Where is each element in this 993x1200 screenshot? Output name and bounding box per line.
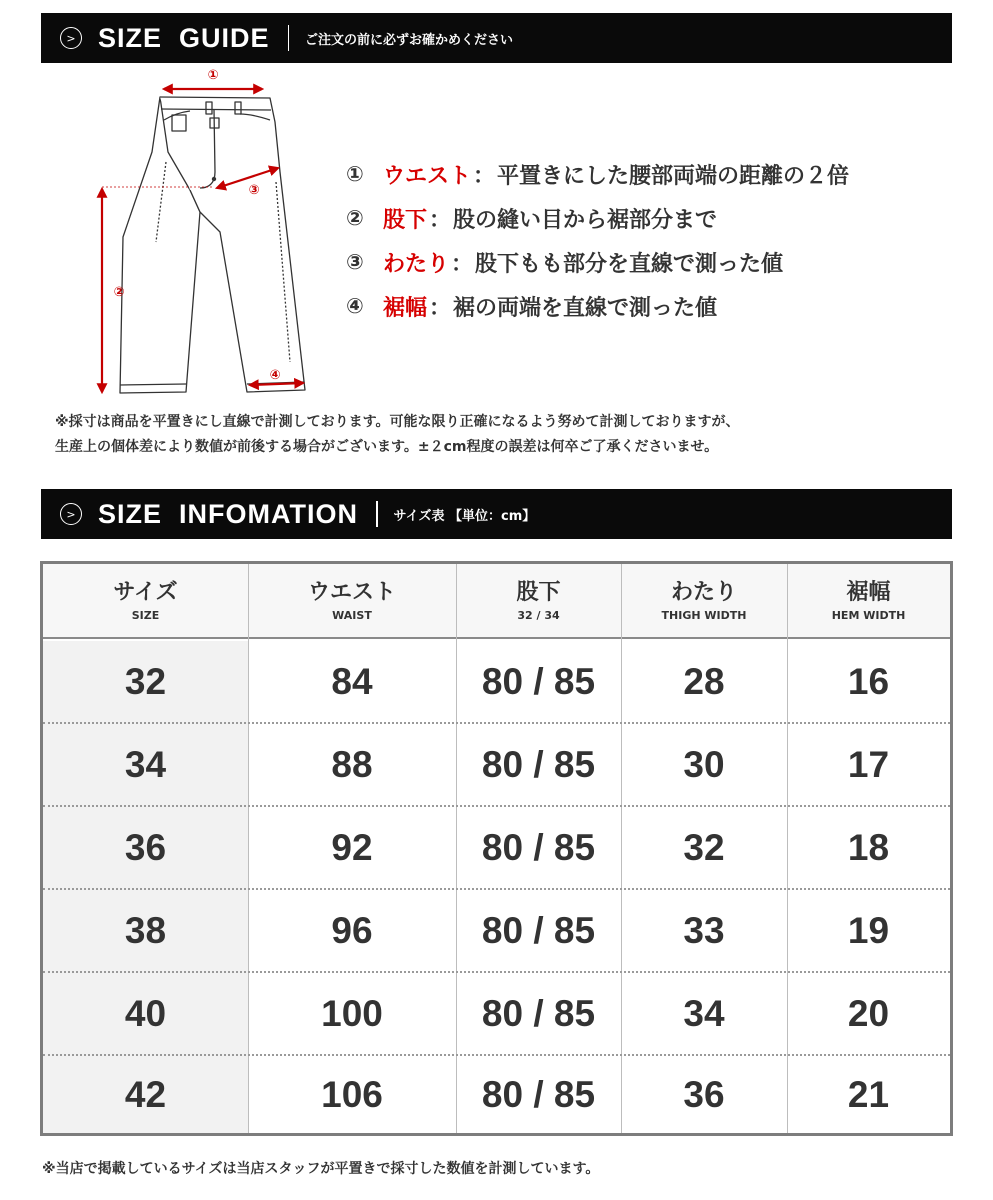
legend-desc: 平置きにした腰部両端の距離の２倍 [497,163,850,189]
table-cell-waist [248,890,456,971]
legend-term: わたり [383,251,450,277]
legend-term: 股下 [383,207,428,233]
cell-value: 19 [847,909,890,951]
cell-value: 17 [847,743,890,785]
column-header-en: HEM WIDTH [831,608,906,622]
chevron-right-circle-icon: > [60,27,82,49]
table-cell-hem [787,1056,950,1133]
cell-value: 80 / 85 [481,909,596,951]
legend-desc: 股の縫い目から裾部分まで [453,207,718,233]
table-cell-inseam [456,641,621,722]
pants-outline [120,97,305,393]
cell-value: 18 [847,826,890,868]
table-cell-waist [248,973,456,1054]
table-cell-size [43,890,248,971]
size-table [40,561,953,1136]
cell-value: 36 [683,1073,725,1115]
table-cell-thigh [621,973,787,1054]
cell-value: 80 / 85 [481,826,596,868]
column-header-jp: わたり [670,580,737,606]
column-header-jp: 股下 [516,580,561,606]
cell-value: 34 [124,743,167,785]
cell-value: 80 / 85 [481,660,596,702]
legend-item-hem [346,284,946,328]
table-cell-waist [248,1056,456,1133]
legend-number: ④ [346,294,364,318]
column-header-en: WAIST [332,608,372,622]
size-guide-title: SIZE GUIDE [98,22,270,53]
footer-note: ※当店で掲載しているサイズは当店スタッフが平置きで採寸した数値を計測しています。 [42,1161,600,1177]
table-cell-waist [248,807,456,888]
table-cell-size [43,807,248,888]
column-header-jp: ウエスト [307,580,396,606]
marker-4: ④ [269,368,281,383]
cell-value: 33 [683,909,725,951]
legend-number: ① [346,162,364,186]
table-cell-thigh [621,890,787,971]
cell-value: 38 [124,909,167,951]
table-cell-inseam [456,724,621,805]
table-cell-inseam [456,973,621,1054]
cell-value: 32 [124,660,167,702]
legend-term: 裾幅 [383,295,428,321]
cell-value: 36 [124,826,167,868]
column-header-size [43,564,248,639]
column-header-hem [787,564,950,639]
size-info-title: SIZE INFOMATION [98,498,358,529]
legend-desc: 股下もも部分を直線で測った値 [475,251,784,277]
legend-item-thigh [346,240,946,284]
cell-value: 100 [321,992,383,1034]
cell-value: 106 [321,1073,383,1115]
cell-value: 84 [331,660,373,702]
cell-value: 88 [331,743,373,785]
column-header-jp: 裾幅 [846,580,891,606]
cell-value: 80 / 85 [481,1073,596,1115]
column-header-en: THIGH WIDTH [661,608,747,622]
legend-term: ウエスト [383,163,472,189]
table-cell-size [43,724,248,805]
cell-value: 28 [683,660,725,702]
table-cell-size [43,973,248,1054]
table-cell-thigh [621,641,787,722]
size-info-header [41,489,952,539]
table-cell-hem [787,890,950,971]
chevron-right-circle-icon: > [60,503,82,525]
column-header-thigh [621,564,787,639]
legend-number: ③ [346,250,364,274]
table-cell-inseam [456,890,621,971]
size-guide-subtitle: ご注文の前に必ずお確かめください [305,32,514,48]
column-header-jp: サイズ [113,580,178,606]
table-cell-thigh [621,1056,787,1133]
measurement-legend [346,152,946,328]
cell-value: 32 [683,826,725,868]
header-divider [288,25,290,51]
measurement-note-line-1: ※採寸は商品を平置きにし直線で計測しております。可能な限り正確になるよう努めて計測しておりますが、 [55,414,740,430]
cell-value: 34 [683,992,725,1034]
table-cell-waist [248,641,456,722]
table-cell-thigh [621,724,787,805]
cell-value: 16 [847,660,890,702]
table-cell-hem [787,973,950,1054]
table-cell-hem [787,724,950,805]
cell-value: 21 [847,1073,890,1115]
legend-colon: ： [429,207,452,233]
table-cell-hem [787,807,950,888]
header-divider [376,501,378,527]
table-cell-hem [787,641,950,722]
table-cell-thigh [621,807,787,888]
size-info-subtitle: サイズ表 【単位：cm】 [393,508,536,524]
table-cell-waist [248,724,456,805]
size-guide-header [41,13,952,63]
legend-desc: 裾の両端を直線で測った値 [453,295,718,321]
column-header-inseam [456,564,621,639]
cell-value: 80 / 85 [481,743,596,785]
measurement-note-line-2: 生産上の個体差により数値が前後する場合がございます。±２cm程度の誤差は何卒ご了承くださいませ。 [55,439,719,455]
legend-item-waist [346,152,946,196]
cell-value: 96 [331,909,373,951]
cell-value: 92 [331,826,373,868]
table-cell-size [43,641,248,722]
marker-2: ② [113,285,125,300]
marker-1: ① [207,68,219,83]
pants-measurement-diagram [90,62,330,402]
legend-colon: ： [429,295,452,321]
cell-value: 40 [124,992,167,1034]
cell-value: 20 [847,992,890,1034]
legend-number: ② [346,206,364,230]
column-header-en: 32 / 34 [517,608,560,622]
legend-colon: ： [473,163,496,189]
column-header-waist [248,564,456,639]
column-header-en: SIZE [131,608,160,622]
table-cell-inseam [456,807,621,888]
table-cell-inseam [456,1056,621,1133]
table-cell-size [43,1056,248,1133]
cell-value: 30 [683,743,725,785]
legend-colon: ： [451,251,474,277]
marker-3: ③ [248,183,260,198]
button-dot [212,177,216,181]
cell-value: 42 [124,1073,167,1115]
cell-value: 80 / 85 [481,992,596,1034]
legend-item-inseam [346,196,946,240]
